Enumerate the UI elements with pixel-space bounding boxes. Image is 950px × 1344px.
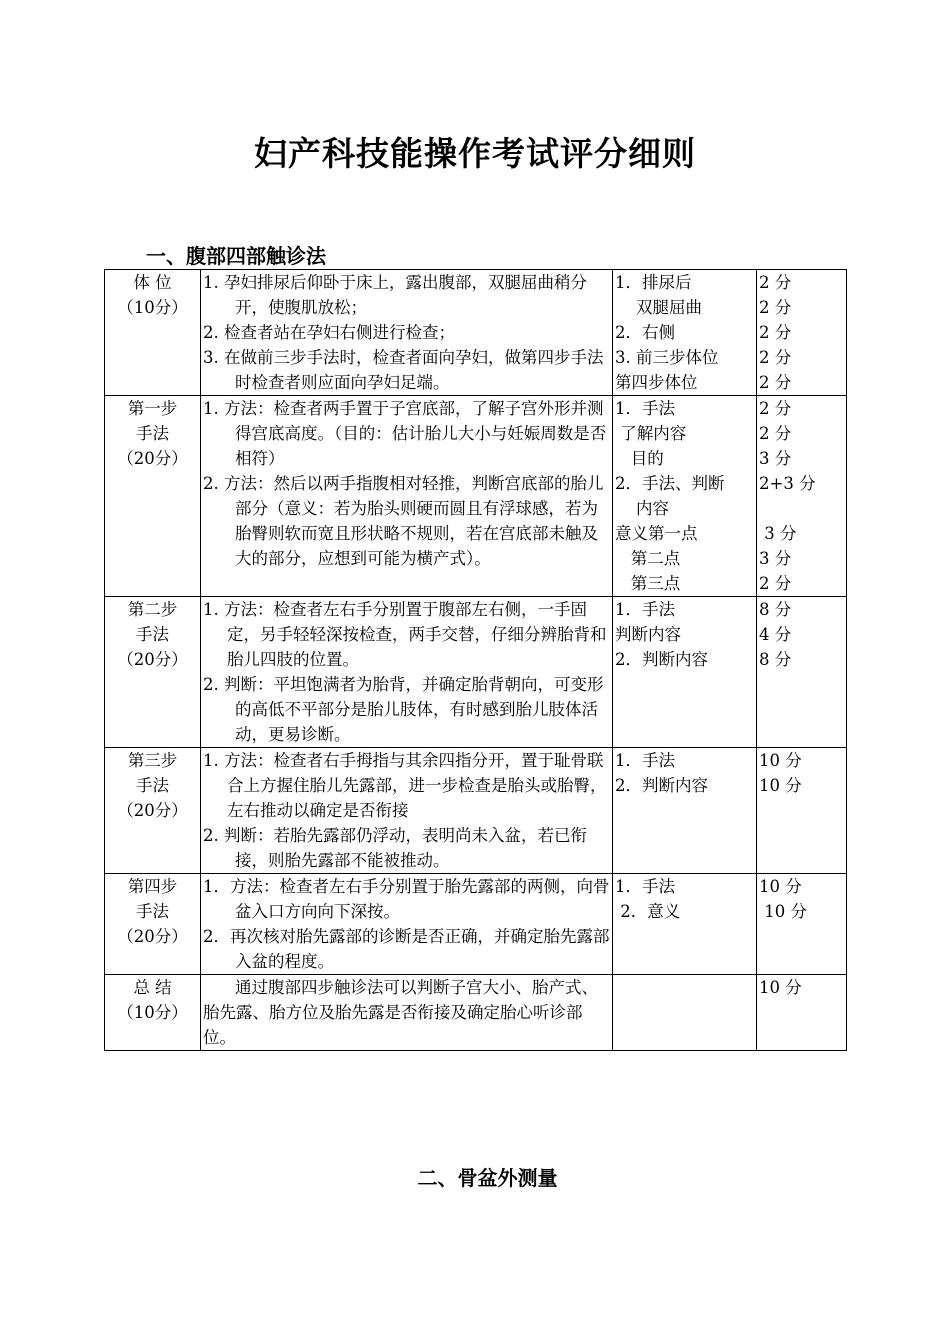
step-content-cell: 1．方法：检查者左右手分别置于胎先露部的两侧，向骨盆入口方向向下深按。 2．再次核对胎先露部的诊断是否正确，并确定胎先露部入盆的程度。: [201, 874, 613, 975]
scoring-point-cell: 1．排尿后 双腿屈曲 2．右侧 3. 前三步体位 第四步体位: [613, 270, 757, 396]
step-name-cell: 第三步 手法 （20分）: [105, 748, 201, 874]
step-name-cell: 体 位 （10分）: [105, 270, 201, 396]
scoring-point-cell: 1．手法 2．判断内容: [613, 748, 757, 874]
step-name-cell: 总 结 （10分）: [105, 975, 201, 1051]
step-name-cell: 第二步 手法 （20分）: [105, 597, 201, 748]
score-cell: 10 分 10 分: [757, 748, 847, 874]
scoring-point-cell: [613, 975, 757, 1051]
step-name-cell: 第一步 手法 （20分）: [105, 396, 201, 597]
score-cell: 2 分 2 分 2 分 2 分 2 分: [757, 270, 847, 396]
step-content-cell: 1. 孕妇排尿后仰卧于床上，露出腹部，双腿屈曲稍分开，使腹肌放松； 2. 检查者站在孕妇右侧进行检查； 3. 在做前三步手法时，检查者面向孕妇，做第四步手法时检查者则应面向孕妇足端。: [201, 270, 613, 396]
table-row: [105, 874, 847, 975]
score-cell: 10 分: [757, 975, 847, 1051]
step-content-cell: 1. 方法：检查者左右手分别置于腹部左右侧，一手固定，另手轻轻深按检查，两手交替，仔细分辨胎背和胎儿四肢的位置。 2. 判断：平坦饱满者为胎背，并确定胎背朝向，可变形的高低不平部分是胎儿肢体，有时感到胎儿肢体活动，更易诊断。: [201, 597, 613, 748]
table-row: [105, 396, 847, 597]
step-name-cell: 第四步 手法 （20分）: [105, 874, 201, 975]
step-content-cell: 1. 方法：检查者两手置于子宫底部，了解子宫外形并测得宫底高度。（目的：估计胎儿大小与妊娠周数是否相符） 2. 方法：然后以两手指腹相对轻推，判断宫底部的胎儿部分（意义：若为胎头则硬而圆且有浮球感，若为胎臀则软而宽且形状略不规则，若在宫底部未触及大的部分，应想到可能为横产式）。: [201, 396, 613, 597]
document-title: 妇产科技能操作考试评分细则: [254, 134, 696, 173]
scoring-point-cell: 1．手法 了解内容 目的 2．手法、判断 内容 意义第一点 第二点 第三点: [613, 396, 757, 597]
scoring-point-cell: 1．手法 2．意义: [613, 874, 757, 975]
step-content-cell: 1. 方法：检查者右手拇指与其余四指分开，置于耻骨联合上方握住胎儿先露部，进一步检查是胎头或胎臀，左右推动以确定是否衔接 2. 判断：若胎先露部仍浮动，表明尚未入盆，若已衔接，则胎先露部不能被推动。: [201, 748, 613, 874]
step-content-cell: 通过腹部四步触诊法可以判断子宫大小、胎产式、胎先露、胎方位及胎先露是否衔接及确定胎心听诊部位。: [201, 975, 613, 1051]
scoring-table: [104, 269, 847, 1051]
section-heading-2: 二、骨盆外测量: [417, 1166, 558, 1190]
table-row: [105, 748, 847, 874]
score-cell: 2 分 2 分 3 分 2+3 分 3 分 3 分 2 分: [757, 396, 847, 597]
table-row: [105, 270, 847, 396]
scoring-point-cell: 1．手法 判断内容 2．判断内容: [613, 597, 757, 748]
score-cell: 10 分 10 分: [757, 874, 847, 975]
section-heading-1: 一、腹部四部触诊法: [146, 244, 326, 268]
table-row: [105, 975, 847, 1051]
score-cell: 8 分 4 分 8 分: [757, 597, 847, 748]
table-row: [105, 597, 847, 748]
